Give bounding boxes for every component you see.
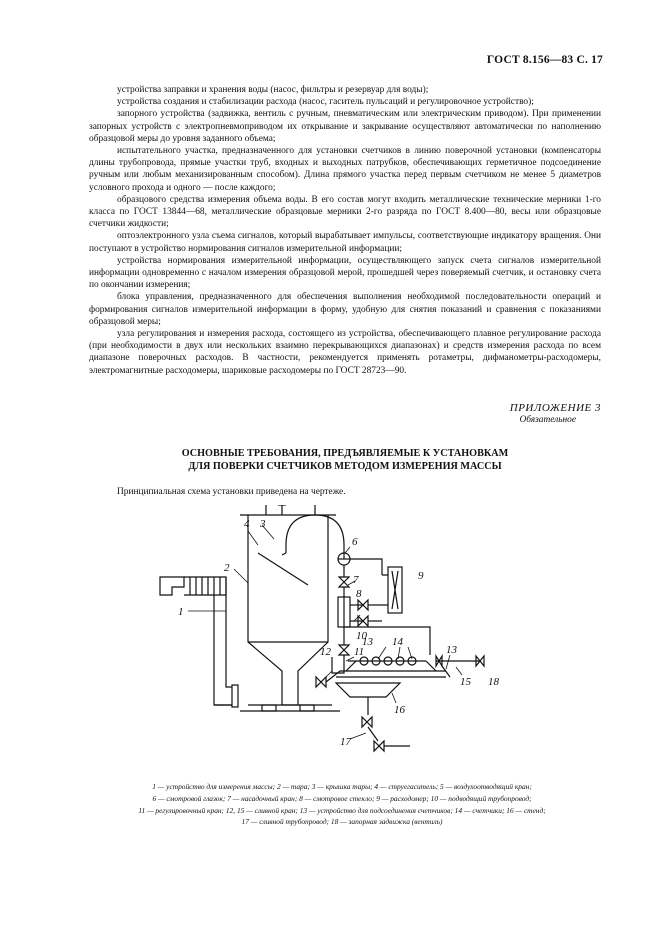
paragraph: устройства нормирования измерительной информации, осуществляющего запуск счета сигналов измерительной информации одновременно с началом измерения образцовой мерой, прошедшей через поверяемый счетчик, и остановку счета по окончании измерения;	[89, 255, 601, 291]
paragraph: оптоэлектронного узла съема сигналов, который вырабатывает импульсы, соответствующие индикатору вращения. Они поступают в устройство нормирования сигналов измерительной информации;	[89, 231, 601, 254]
appendix-label	[510, 402, 601, 425]
body-text	[89, 84, 601, 377]
label-14: 14	[392, 636, 403, 648]
tank	[240, 505, 340, 711]
label-13b: 13	[446, 644, 457, 656]
legend-line: 1 — устройство для измерения массы; 2 — тара; 3 — крышка тары; 4 — струегаситель; 5 — воздухоотводящий кран;	[152, 782, 532, 791]
label-11: 11	[354, 646, 365, 658]
legend-line: 11 — регулировочный кран; 12, 15 — сливной кран; 13 — устройство для подсоединения счетчиков; 14 — счетчики; 16 — стенд;	[138, 805, 546, 815]
label-16: 16	[394, 704, 405, 716]
legend-line: 6 — смотровой глазок; 7 — насадочный кран; 8 — смотровое стекло; 9 — расходомер; 10 — подводящий трубопровод;	[152, 793, 532, 803]
label-9: 9	[418, 570, 424, 582]
paragraph: блока управления, предназначенного для обеспечения выполнения необходимой последовательности операций и формирования сигналов измерительной информации в форму, удобную для снятия показаний и сравнения с показаниями образцовой меры;	[89, 292, 601, 327]
title-line: ДЛЯ ПОВЕРКИ СЧЕТЧИКОВ МЕТОДОМ ИЗМЕРЕНИЯ МАССЫ	[188, 460, 502, 472]
legend-line: 17 — сливной трубопровод; 18 — запорная задвижка (вентиль)	[241, 817, 443, 827]
label-6: 6	[352, 536, 358, 548]
paragraph: испытательного участка, предназначенного для установки счетчиков в линию поверочной установки (компенсаторы длины трубопровода, прямые участки труб, входных и выходных патрубков, обеспечивающих герметичное подсоединение ручным или любым механизированным способом). Длина прямого участка перед первым счетчиком не менее 5 диаметров условного прохода и одного — после каждого;	[89, 146, 601, 193]
label-2: 2	[224, 562, 230, 574]
label-leaders	[188, 525, 462, 739]
page-header: ГОСТ 8.156—83 С. 17	[486, 54, 603, 66]
intro-text: Принципиальная схема установки приведена на чертеже.	[117, 487, 346, 497]
label-18: 18	[488, 676, 499, 688]
label-7: 7	[353, 574, 359, 586]
section-title	[89, 448, 601, 473]
label-4: 4	[244, 518, 250, 530]
label-3: 3	[260, 518, 266, 530]
paragraph: устройства заправки и хранения воды (насос, фильтры и резервуар для воды);	[117, 85, 429, 95]
mass-measuring-device	[160, 577, 238, 707]
label-12: 12	[320, 646, 331, 658]
paragraph: узла регулирования и измерения расхода, состоящего из устройства, обеспечивающего плавное регулирование расхода (при необходимости в двух или нескольких взаимно перекрывающихся диапазонах) и средств измерения расхода по всем диапазоне поверочных расходов. В частности, рекомендуется применять ротаметры, дифманометры-расходомеры, электромагнитные расходомеры, шариковые расходомеры по ГОСТ 28723—90.	[89, 329, 601, 376]
label-10: 10	[356, 630, 367, 642]
paragraph: запорного устройства (задвижка, вентиль с ручным, пневматическим или электрическим приводом). При применении запорных устройств с электропневмоприводом их открывание и закрывание осуществляют автоматически по наполнению образцовой меры до уровня заданного объема;	[89, 109, 601, 144]
label-1: 1	[178, 606, 184, 618]
installation-scheme-diagram	[150, 505, 520, 775]
diagram-legend	[62, 781, 622, 828]
title-line: ОСНОВНЫЕ ТРЕБОВАНИЯ, ПРЕДЪЯВЛЯЕМЫЕ К УСТАНОВКАМ	[181, 448, 509, 459]
paragraph: устройства создания и стабилизации расхода (насос, гаситель пульсаций и регулировочное устройство);	[117, 97, 534, 108]
label-17: 17	[340, 736, 351, 748]
label-13a: 13	[362, 636, 373, 648]
appendix-status: Обязательное	[519, 415, 576, 425]
paragraph: образцового средства измерения объема воды. В его состав могут входить металлические технические мерники 1-го класса по ГОСТ 13844—68, металлические образцовые мерники 2-го разряда по ГОСТ 8.400—80, весы или образцовые счетчики жидкости;	[89, 194, 601, 230]
label-15: 15	[460, 676, 471, 688]
label-8: 8	[356, 588, 362, 600]
appendix-number: ПРИЛОЖЕНИЕ 3	[509, 402, 601, 414]
